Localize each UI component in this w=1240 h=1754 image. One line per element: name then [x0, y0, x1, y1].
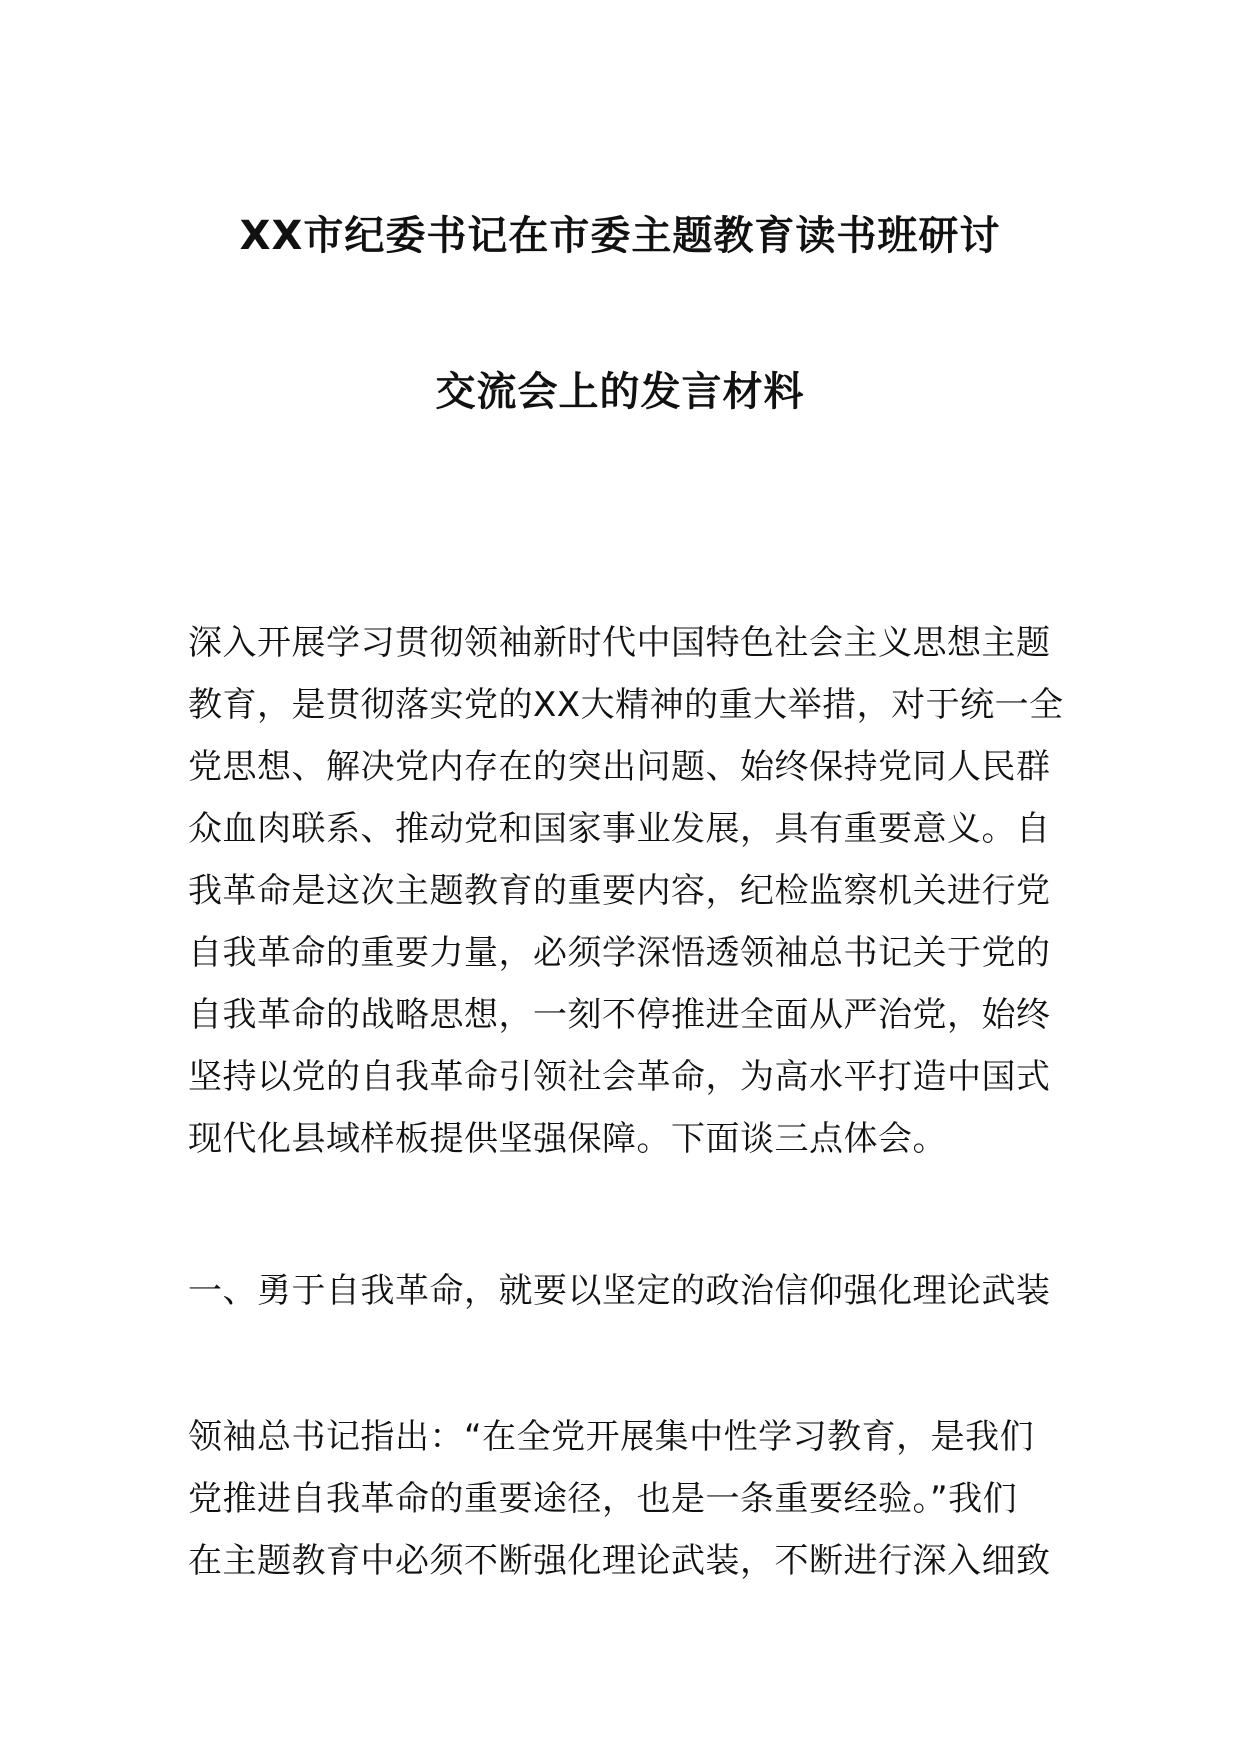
paragraph-line: 我革命是这次主题教育的重要内容，纪检监察机关进行党 — [188, 871, 1051, 911]
paragraph-intro — [188, 612, 1064, 1170]
document-title-line-2: 交流会上的发言材料 — [435, 369, 805, 415]
paragraph-line: 党思想、解决党内存在的突出问题、始终保持党同人民群 — [188, 747, 1051, 787]
paragraph-line: 现代化县域样板提供坚强保障。下面谈三点体会。 — [188, 1119, 947, 1159]
paragraph-line: 在主题教育中必须不断强化理论武装，不断进行深入细致 — [188, 1541, 1051, 1581]
paragraph-line: 党推进自我革命的重要途径，也是一条重要经验。”我们 — [188, 1479, 1018, 1519]
paragraph-line: 领袖总书记指出：“在全党开展集中性学习教育，是我们 — [188, 1417, 1035, 1457]
paragraph-line: 深入开展学习贯彻领袖新时代中国特色社会主义思想主题 — [188, 623, 1051, 663]
document-title-line-1: XX市纪委书记在市委主题教育读书班研讨 — [239, 213, 1001, 259]
paragraph-line: 自我革命的战略思想，一刻不停推进全面从严治党，始终 — [188, 995, 1051, 1035]
paragraph-line: 众血肉联系、推动党和国家事业发展，具有重要意义。自 — [188, 809, 1051, 849]
section-heading-1 — [188, 1260, 1054, 1322]
paragraph-section-1 — [188, 1406, 1054, 1592]
paragraph-line: 教育，是贯彻落实党的XX大精神的重大举措，对于统一全 — [188, 685, 1064, 725]
section-heading-text: 一、勇于自我革命，就要以坚定的政治信仰强化理论武装 — [188, 1271, 1051, 1311]
paragraph-line: 自我革命的重要力量，必须学深悟透领袖总书记关于党的 — [188, 933, 1051, 973]
paragraph-line: 坚持以党的自我革命引领社会革命，为高水平打造中国式 — [188, 1057, 1051, 1097]
